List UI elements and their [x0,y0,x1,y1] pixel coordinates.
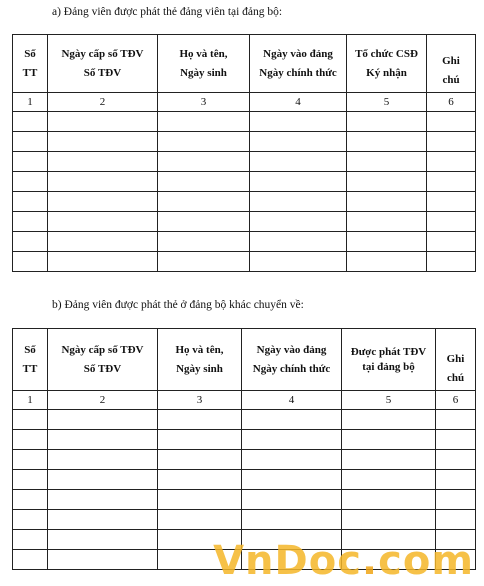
table-cell[interactable] [13,132,48,152]
table-cell[interactable] [48,232,158,252]
header-stt: Số TT [13,329,48,391]
table-cell[interactable] [13,470,48,490]
table-cell[interactable] [13,510,48,530]
table-cell[interactable] [158,470,242,490]
table-cell[interactable] [48,430,158,450]
vndoc-watermark: VnDoc.com [213,538,474,584]
table-cell[interactable] [158,252,250,272]
table-cell[interactable] [250,132,347,152]
table-row [13,112,476,132]
column-number: 6 [427,93,476,112]
table-cell[interactable] [158,152,250,172]
table-cell[interactable] [242,450,342,470]
table-cell[interactable] [347,132,427,152]
column-number: 3 [158,93,250,112]
column-number: 4 [250,93,347,112]
table-cell[interactable] [158,132,250,152]
table-cell[interactable] [13,530,48,550]
table-cell[interactable] [48,252,158,272]
table-cell[interactable] [13,152,48,172]
table-cell[interactable] [48,410,158,430]
table-cell[interactable] [427,112,476,132]
header-name: Họ và tên, Ngày sinh [158,35,250,93]
table-cell[interactable] [427,212,476,232]
column-number: 1 [13,391,48,410]
table-cell[interactable] [13,410,48,430]
table-cell[interactable] [242,490,342,510]
table-cell[interactable] [158,510,242,530]
header-join-date: Ngày vào đảng Ngày chính thức [250,35,347,93]
table-row [13,212,476,232]
table-cell[interactable] [158,430,242,450]
table-cell[interactable] [13,172,48,192]
table-section-b [12,328,476,570]
table-cell[interactable] [13,212,48,232]
table-cell[interactable] [427,252,476,272]
table-cell[interactable] [427,172,476,192]
table-row [13,132,476,152]
table-cell[interactable] [342,470,436,490]
table-cell[interactable] [250,232,347,252]
header-issue-date: Ngày cấp số TĐV Số TĐV [48,329,158,391]
table-cell[interactable] [158,490,242,510]
table-cell[interactable] [158,212,250,232]
table-cell[interactable] [250,152,347,172]
table-cell[interactable] [436,510,476,530]
table-cell[interactable] [48,530,158,550]
table-cell[interactable] [347,212,427,232]
table-cell[interactable] [427,152,476,172]
section-a-caption: a) Đảng viên được phát thẻ đảng viên tại đảng bộ: [52,6,283,18]
table-row [13,192,476,212]
header-note: Ghi chú [436,329,476,391]
table-cell[interactable] [48,212,158,232]
table-row [13,490,476,510]
table-cell[interactable] [13,112,48,132]
table-cell[interactable] [427,192,476,212]
header-join-date: Ngày vào đảng Ngày chính thức [242,329,342,391]
table-cell[interactable] [436,410,476,430]
table-cell[interactable] [13,252,48,272]
table-cell[interactable] [347,152,427,172]
table-cell[interactable] [347,252,427,272]
table-row [13,470,476,490]
table-cell[interactable] [427,232,476,252]
table-row [13,152,476,172]
table-cell[interactable] [342,430,436,450]
table-cell[interactable] [427,132,476,152]
table-cell[interactable] [158,410,242,430]
table-cell[interactable] [13,232,48,252]
table-cell[interactable] [342,490,436,510]
table-cell[interactable] [436,430,476,450]
header-name: Họ và tên, Ngày sinh [158,329,242,391]
table-row [13,410,476,430]
table-cell[interactable] [342,410,436,430]
table-row [13,450,476,470]
section-b-caption: b) Đảng viên được phát thẻ ở đảng bộ khác chuyển về: [52,299,304,311]
table-row [13,252,476,272]
header-issued-at-branch: Được phát TĐV tại đảng bộ [342,329,436,391]
header-organization: Tổ chức CSĐ Ký nhận [347,35,427,93]
table-cell[interactable] [347,192,427,212]
table-cell[interactable] [158,112,250,132]
table-b-header-row [13,329,476,391]
table-cell[interactable] [48,510,158,530]
table-cell[interactable] [48,550,158,570]
header-issue-date: Ngày cấp số TĐV Số TĐV [48,35,158,93]
column-number: 1 [13,93,48,112]
table-cell[interactable] [13,490,48,510]
table-cell[interactable] [158,172,250,192]
column-number: 4 [242,391,342,410]
column-number: 5 [347,93,427,112]
table-row [13,430,476,450]
table-cell[interactable] [13,450,48,470]
table-cell[interactable] [158,450,242,470]
table-cell[interactable] [48,470,158,490]
header-note: Ghi chú [427,35,476,93]
table-cell[interactable] [48,192,158,212]
table-cell[interactable] [436,490,476,510]
table-cell[interactable] [250,112,347,132]
table-a-number-row [13,93,476,112]
table-cell[interactable] [347,112,427,132]
table-section-a [12,34,476,272]
table-cell[interactable] [48,112,158,132]
table-cell[interactable] [13,430,48,450]
table-cell[interactable] [13,550,48,570]
table-cell[interactable] [342,450,436,470]
column-number: 2 [48,93,158,112]
table-row [13,510,476,530]
table-row [13,232,476,252]
table-cell[interactable] [250,252,347,272]
table-cell[interactable] [436,450,476,470]
table-cell[interactable] [242,470,342,490]
table-cell[interactable] [13,192,48,212]
table-row [13,172,476,192]
table-a-header-row [13,35,476,93]
table-cell[interactable] [242,510,342,530]
table-cell[interactable] [347,232,427,252]
column-number: 6 [436,391,476,410]
table-cell[interactable] [250,212,347,232]
table-cell[interactable] [48,172,158,192]
column-number: 2 [48,391,158,410]
table-cell[interactable] [342,510,436,530]
table-cell[interactable] [242,430,342,450]
table-cell[interactable] [158,232,250,252]
table-cell[interactable] [48,152,158,172]
table-cell[interactable] [436,470,476,490]
table-cell[interactable] [48,132,158,152]
table-cell[interactable] [48,450,158,470]
table-cell[interactable] [242,410,342,430]
table-cell[interactable] [250,172,347,192]
table-cell[interactable] [250,192,347,212]
column-number: 5 [342,391,436,410]
table-cell[interactable] [158,192,250,212]
table-b-number-row [13,391,476,410]
table-cell[interactable] [347,172,427,192]
table-cell[interactable] [48,490,158,510]
header-stt: Số TT [13,35,48,93]
column-number: 3 [158,391,242,410]
